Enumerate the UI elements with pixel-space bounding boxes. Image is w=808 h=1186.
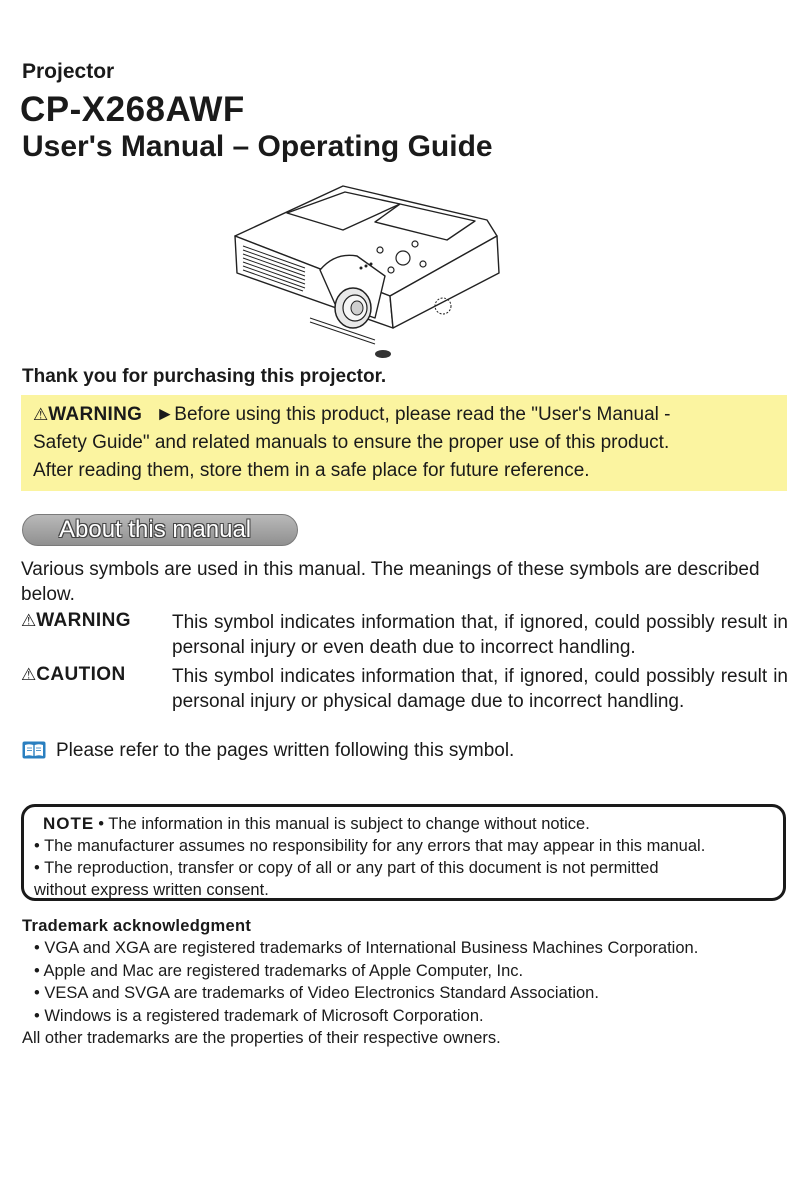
symbol-caution-label: ⚠CAUTION xyxy=(21,664,126,685)
warning-text-line: After reading them, store them in a safe place for future reference. xyxy=(33,460,590,481)
note-label: NOTE xyxy=(43,814,95,833)
note-box xyxy=(21,804,786,901)
trademark-item: • VGA and XGA are registered trademarks of International Business Machines Corporation. xyxy=(34,939,699,957)
arrow-icon: ► xyxy=(155,404,175,425)
model-number: CP-X268AWF xyxy=(20,90,245,129)
note-line: • The information in this manual is subject to change without notice. xyxy=(98,815,590,833)
note-line: • The reproduction, transfer or copy of all or any part of this document is not permitted xyxy=(34,859,659,877)
trademark-item: • Apple and Mac are registered trademarks of Apple Computer, Inc. xyxy=(34,961,524,980)
section-heading-about xyxy=(22,514,298,546)
caution-triangle-icon: ⚠ xyxy=(21,665,37,684)
note-line: • The manufacturer assumes no responsibility for any errors that may appear in this manual. xyxy=(34,837,706,855)
note-line: without express written consent. xyxy=(34,881,269,899)
projector-illustration xyxy=(225,178,515,363)
warning-text-line: Safety Guide" and related manuals to ensure the proper use of this product. xyxy=(33,432,670,453)
trademark-item: • Windows is a registered trademark of Microsoft Corporation. xyxy=(34,1006,484,1025)
trademark-list xyxy=(22,937,698,1050)
trademark-heading: Trademark acknowledgment xyxy=(22,917,252,935)
product-category: Projector xyxy=(22,60,115,83)
symbol-warning-label: ⚠WARNING xyxy=(21,610,131,631)
warning-box xyxy=(21,395,787,491)
document-title: User's Manual – Operating Guide xyxy=(22,130,493,163)
symbol-caution-description: This symbol indicates information that, if ignored, could possibly result in personal injury or physical damage due to incorrect handling. xyxy=(172,666,788,712)
trademark-footer: All other trademarks are the properties of their respective owners. xyxy=(22,1029,501,1047)
page-reference-line xyxy=(22,740,514,762)
warning-triangle-icon: ⚠ xyxy=(21,611,37,630)
page-reference-text: Please refer to the pages written following this symbol. xyxy=(56,740,515,761)
warning-triangle-icon: ⚠ xyxy=(33,405,49,424)
book-icon xyxy=(22,741,46,759)
warning-text-line: Before using this product, please read the "User's Manual - xyxy=(174,404,671,425)
symbols-intro: Various symbols are used in this manual. The meanings of these symbols are described below. xyxy=(21,559,760,605)
thank-you-heading: Thank you for purchasing this projector. xyxy=(22,366,387,387)
section-heading-label: About this manual xyxy=(59,516,252,543)
trademark-item: • VESA and SVGA are trademarks of Video Electronics Standard Association. xyxy=(34,984,599,1002)
symbol-warning-description: This symbol indicates information that, if ignored, could possibly result in personal injury or even death due to incorrect handling. xyxy=(172,612,788,658)
warning-label: WARNING xyxy=(48,404,143,425)
